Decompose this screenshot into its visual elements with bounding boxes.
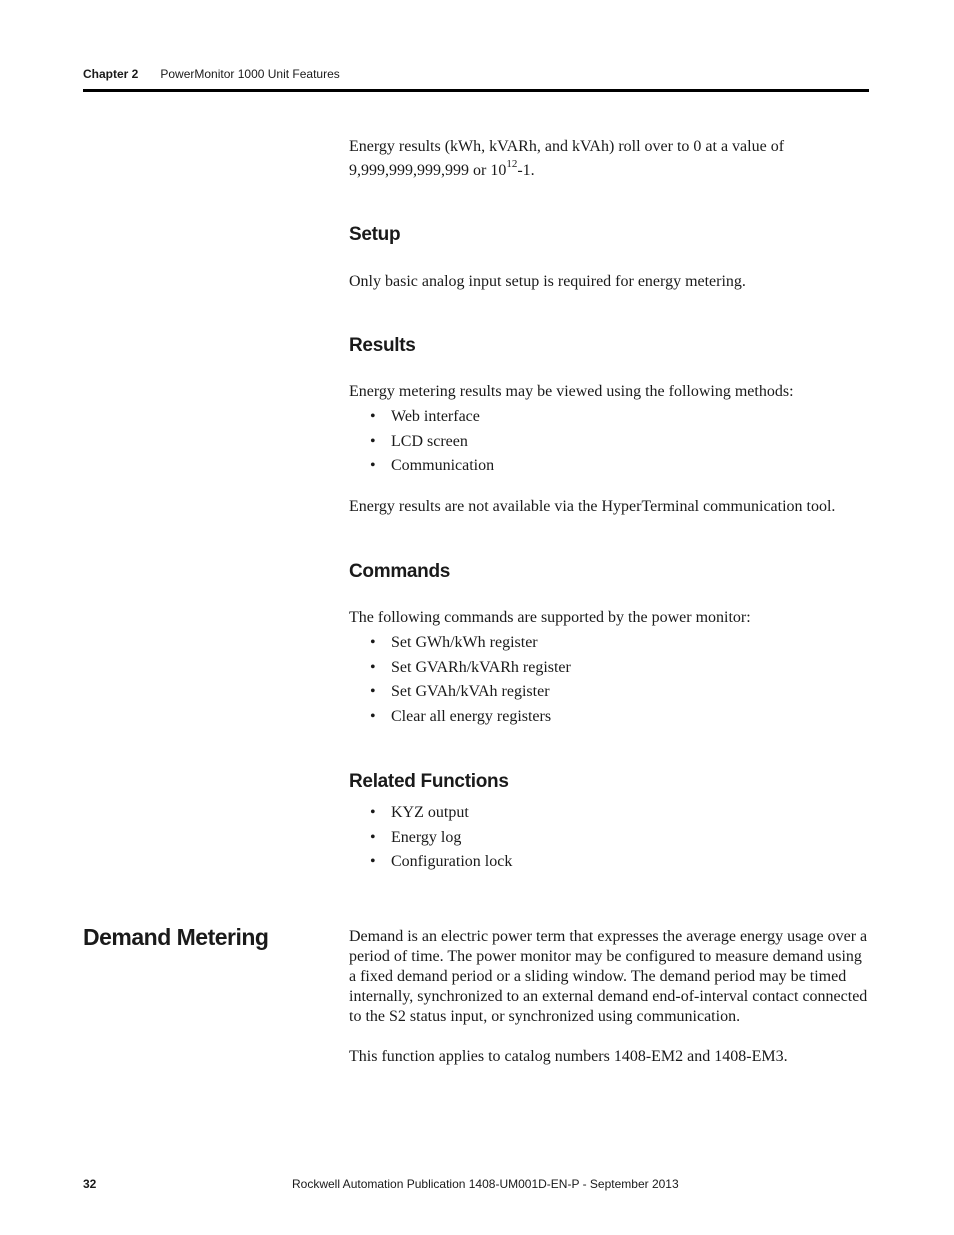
list-item: • KYZ output: [349, 801, 869, 826]
commands-list: [349, 631, 869, 730]
intro-superscript: 12: [506, 157, 518, 170]
commands-intro: The following commands are supported by the power monitor:: [349, 609, 751, 626]
intro-text-end: -1.: [517, 162, 535, 179]
chapter-label: Chapter 2: [83, 67, 139, 81]
demand-body: [349, 927, 869, 1027]
intro-section: [349, 135, 869, 183]
list-item: • Web interface: [349, 405, 869, 430]
results-heading: Results: [349, 335, 416, 356]
page-header: [83, 67, 340, 81]
demand-heading: Demand Metering: [83, 924, 269, 950]
related-section: [349, 771, 869, 793]
setup-heading: Setup: [349, 224, 401, 245]
header-rule: [83, 89, 869, 92]
list-item: • Set GWh/kWh register: [349, 631, 869, 656]
list-item: • LCD screen: [349, 430, 869, 455]
list-item: • Clear all energy registers: [349, 705, 869, 730]
commands-heading: Commands: [349, 561, 451, 582]
demand-applies: [349, 1047, 869, 1067]
results-note-block: [349, 497, 869, 517]
setup-body: [349, 272, 869, 292]
page-number: 32: [83, 1177, 97, 1191]
list-item: • Set GVARh/kVARh register: [349, 656, 869, 681]
setup-paragraph: Only basic analog input setup is required for energy metering.: [349, 273, 746, 290]
related-list: [349, 801, 869, 875]
related-body: [349, 801, 869, 875]
list-item: • Set GVAh/kVAh register: [349, 680, 869, 705]
results-list: [349, 405, 869, 479]
commands-body: [349, 608, 869, 730]
chapter-title: PowerMonitor 1000 Unit Features: [160, 67, 340, 81]
results-body: [349, 382, 869, 479]
list-item: • Communication: [349, 454, 869, 479]
demand-applies-paragraph: This function applies to catalog numbers 1408-EM2 and 1408-EM3.: [349, 1048, 788, 1065]
publication-info: Rockwell Automation Publication 1408-UM001D-EN-P - September 2013: [292, 1177, 679, 1191]
intro-paragraph: [349, 135, 869, 183]
results-intro: Energy metering results may be viewed using the following methods:: [349, 383, 794, 400]
demand-paragraph: Demand is an electric power term that expresses the average energy usage over a period of time. The power monitor may be configured to measure demand using a fixed demand period or a sliding window. The demand period may be timed internally, synchronized to an external demand end-of-interval contact connected to the S2 status input, or synchronized using communication.: [349, 928, 868, 1025]
results-section: [349, 335, 869, 357]
commands-section: [349, 561, 869, 583]
results-note: Energy results are not available via the HyperTerminal communication tool.: [349, 498, 836, 515]
related-heading: Related Functions: [349, 771, 509, 792]
list-item: • Energy log: [349, 826, 869, 851]
setup-section: [349, 224, 869, 246]
intro-text: Energy results (kWh, kVARh, and kVAh) roll over to 0 at a value of 9,999,999,999,999 or 10: [349, 138, 785, 179]
list-item: • Configuration lock: [349, 850, 869, 875]
